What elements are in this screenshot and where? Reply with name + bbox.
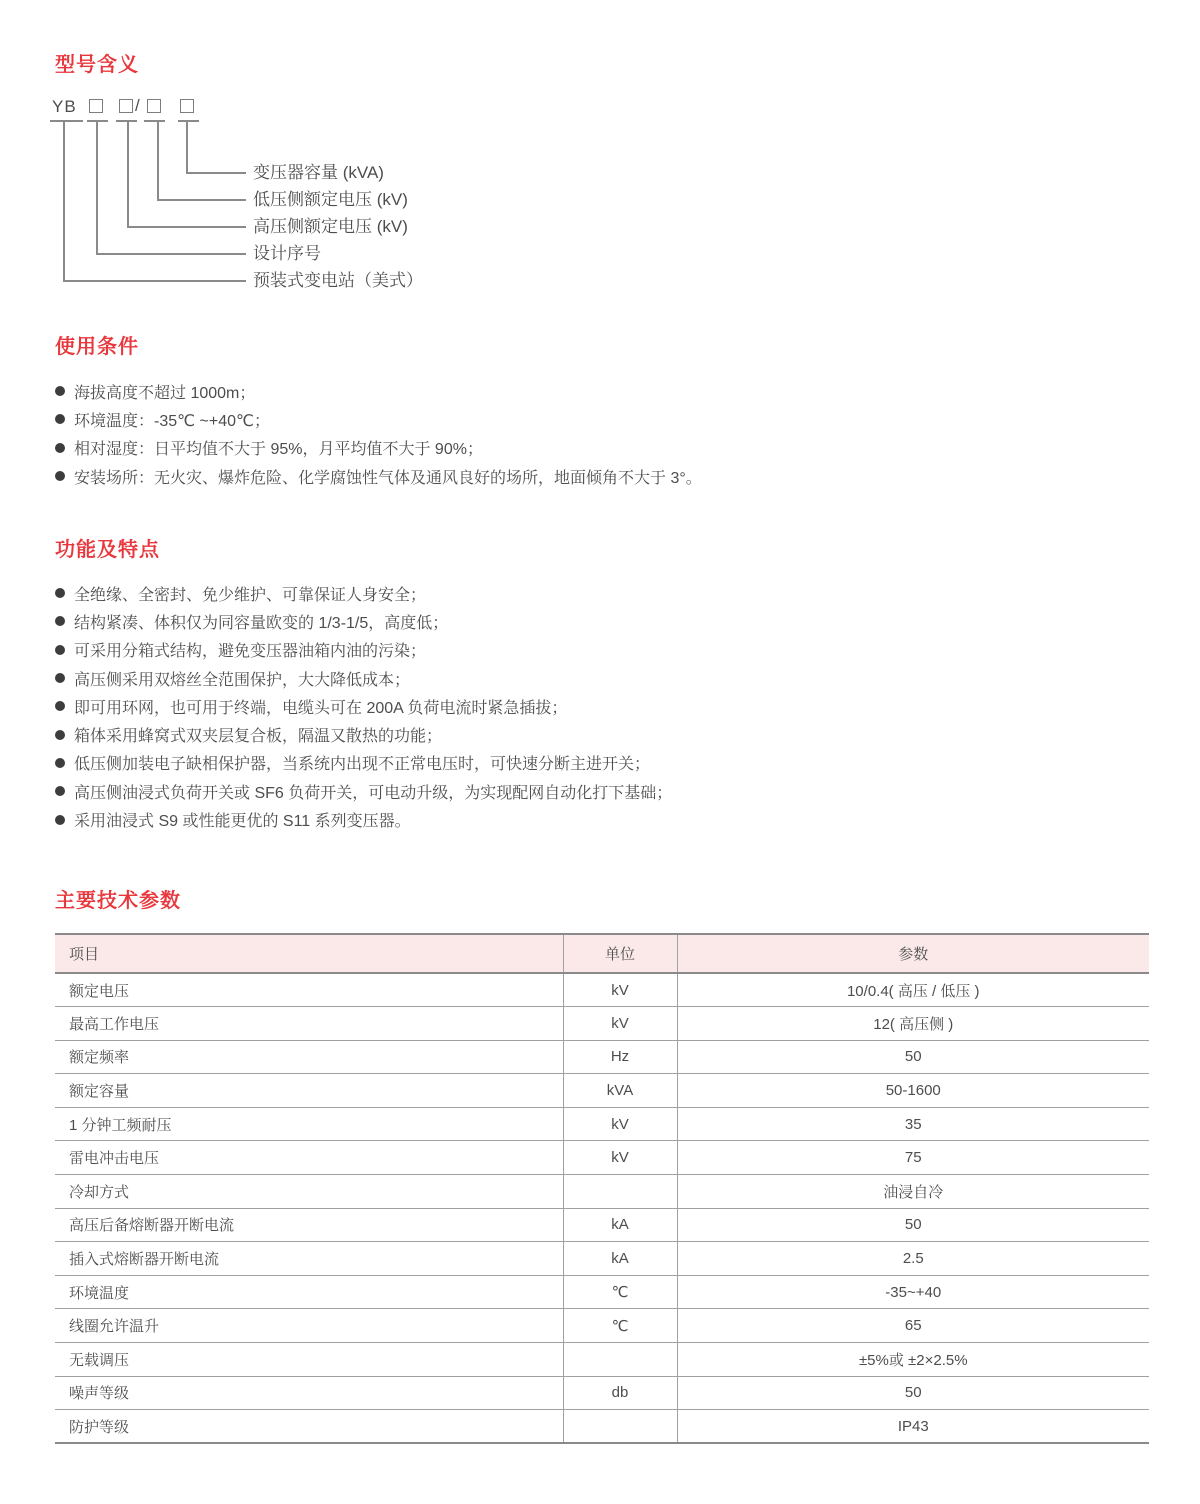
parameters-table-wrapper <box>55 933 1149 1444</box>
cell-value: 35 <box>677 1107 1149 1141</box>
cell-value: 50-1600 <box>677 1074 1149 1108</box>
list-item <box>55 579 672 607</box>
table-row <box>55 1242 1149 1276</box>
table-row <box>55 1410 1149 1444</box>
cell-item: 雷电冲击电压 <box>55 1141 563 1175</box>
model-separator: / <box>135 96 140 115</box>
cell-unit: kVA <box>563 1074 677 1108</box>
bullet-icon <box>55 758 65 768</box>
cell-item: 高压后备熔断器开断电流 <box>55 1208 563 1242</box>
list-item-text: 高压侧采用双熔丝全范围保护，大大降低成本； <box>74 671 411 689</box>
cell-value: IP43 <box>677 1410 1149 1444</box>
bullet-icon <box>55 673 65 683</box>
cell-value: 50 <box>677 1376 1149 1410</box>
cell-item: 冷却方式 <box>55 1175 563 1209</box>
model-box <box>89 99 103 113</box>
cell-unit: kA <box>563 1242 677 1276</box>
table-row <box>55 1007 1149 1041</box>
cell-value: 12( 高压侧 ) <box>677 1007 1149 1041</box>
bullet-icon <box>55 786 65 796</box>
cell-value: 50 <box>677 1040 1149 1074</box>
cell-item: 1 分钟工频耐压 <box>55 1107 563 1141</box>
connector-line <box>144 120 165 122</box>
cell-item: 噪声等级 <box>55 1376 563 1410</box>
cell-unit: kV <box>563 1007 677 1041</box>
cell-item: 防护等级 <box>55 1410 563 1444</box>
connector-line <box>186 172 246 174</box>
list-item <box>55 462 702 490</box>
cell-unit: Hz <box>563 1040 677 1074</box>
cell-unit: ℃ <box>563 1309 677 1343</box>
model-box <box>180 99 194 113</box>
list-item <box>55 377 702 405</box>
bullet-icon <box>55 815 65 825</box>
cell-unit <box>563 1343 677 1377</box>
connector-line <box>157 120 159 201</box>
cell-value: 2.5 <box>677 1242 1149 1276</box>
connector-line <box>186 120 188 174</box>
table-row <box>55 1141 1149 1175</box>
model-box <box>119 99 133 113</box>
table-row <box>55 1074 1149 1108</box>
list-item <box>55 720 672 748</box>
cell-unit: db <box>563 1376 677 1410</box>
cell-value: 65 <box>677 1309 1149 1343</box>
section-heading-features: 功能及特点 <box>55 539 160 561</box>
model-label: 高压侧额定电压 (kV) <box>253 217 408 236</box>
bullet-icon <box>55 645 65 655</box>
table-row <box>55 1107 1149 1141</box>
list-item <box>55 607 672 635</box>
list-item <box>55 664 672 692</box>
section-heading-usage-conditions: 使用条件 <box>55 336 139 358</box>
table-row <box>55 1376 1149 1410</box>
features-list <box>55 579 672 834</box>
list-item <box>55 749 672 777</box>
list-item <box>55 805 672 833</box>
cell-item: 线圈允许温升 <box>55 1309 563 1343</box>
cell-item: 额定电压 <box>55 973 563 1007</box>
list-item-text: 全绝缘、全密封、免少维护、可靠保证人身安全； <box>74 586 427 604</box>
list-item-text: 即可用环网，也可用于终端，电缆头可在 200A 负荷电流时紧急插拔； <box>74 699 568 717</box>
cell-unit <box>563 1410 677 1444</box>
cell-value: 油浸自冷 <box>677 1175 1149 1209</box>
cell-unit: kV <box>563 1141 677 1175</box>
section-heading-parameters: 主要技术参数 <box>55 890 181 912</box>
cell-item: 额定频率 <box>55 1040 563 1074</box>
cell-item: 最高工作电压 <box>55 1007 563 1041</box>
connector-line <box>178 120 199 122</box>
list-item <box>55 636 672 664</box>
list-item-text: 采用油浸式 S9 或性能更优的 S11 系列变压器。 <box>74 813 411 831</box>
bullet-icon <box>55 414 65 424</box>
model-label: 变压器容量 (kVA) <box>253 163 384 182</box>
cell-unit: kV <box>563 973 677 1007</box>
section-heading-model-meaning: 型号含义 <box>55 54 139 76</box>
connector-line <box>127 120 129 228</box>
list-item-text: 高压侧油浸式负荷开关或 SF6 负荷开关，可电动升级，为实现配网自动化打下基础； <box>74 784 673 802</box>
table-row <box>55 1275 1149 1309</box>
table-row <box>55 1175 1149 1209</box>
cell-value: 75 <box>677 1141 1149 1175</box>
column-header-unit: 单位 <box>563 934 677 973</box>
model-label: 预装式变电站（美式） <box>253 271 423 290</box>
column-header-item: 项目 <box>55 934 563 973</box>
parameters-table <box>55 933 1149 1444</box>
bullet-icon <box>55 730 65 740</box>
model-label: 低压侧额定电压 (kV) <box>253 190 408 209</box>
table-header-row <box>55 934 1149 973</box>
list-item-text: 环境温度：-35℃ ~+40℃； <box>74 412 270 430</box>
list-item <box>55 777 672 805</box>
bullet-icon <box>55 443 65 453</box>
table-row <box>55 1309 1149 1343</box>
list-item-text: 低压侧加装电子缺相保护器，当系统内出现不正常电压时，可快速分断主进开关； <box>74 756 651 774</box>
model-box <box>147 99 161 113</box>
connector-line <box>157 199 246 201</box>
model-prefix: YB <box>52 97 77 116</box>
connector-line <box>87 120 108 122</box>
cell-unit: kV <box>563 1107 677 1141</box>
connector-line <box>50 120 83 122</box>
list-item <box>55 405 702 433</box>
list-item-text: 相对湿度：日平均值不大于 95%，月平均值不大于 90%； <box>74 441 483 459</box>
cell-item: 插入式熔断器开断电流 <box>55 1242 563 1276</box>
bullet-icon <box>55 471 65 481</box>
bullet-icon <box>55 616 65 626</box>
cell-unit <box>563 1175 677 1209</box>
cell-value: -35~+40 <box>677 1275 1149 1309</box>
model-label: 设计序号 <box>253 244 321 263</box>
table-row <box>55 973 1149 1007</box>
cell-item: 环境温度 <box>55 1275 563 1309</box>
table-row <box>55 1208 1149 1242</box>
cell-value: ±5%或 ±2×2.5% <box>677 1343 1149 1377</box>
connector-line <box>63 120 65 282</box>
list-item-text: 海拔高度不超过 1000m； <box>74 384 256 402</box>
bullet-icon <box>55 701 65 711</box>
cell-unit: ℃ <box>563 1275 677 1309</box>
list-item-text: 可采用分箱式结构，避免变压器油箱内油的污染； <box>74 643 427 661</box>
list-item-text: 箱体采用蜂窝式双夹层复合板，隔温又散热的功能； <box>74 728 443 746</box>
connector-line <box>63 280 246 282</box>
connector-line <box>96 120 98 255</box>
usage-conditions-list <box>55 377 702 490</box>
cell-value: 50 <box>677 1208 1149 1242</box>
bullet-icon <box>55 588 65 598</box>
list-item <box>55 434 702 462</box>
list-item-text: 结构紧凑、体积仅为同容量欧变的 1/3-1/5，高度低； <box>74 614 449 632</box>
cell-item: 无载调压 <box>55 1343 563 1377</box>
connector-line <box>96 253 246 255</box>
list-item <box>55 692 672 720</box>
model-designation-diagram <box>50 95 750 305</box>
column-header-value: 参数 <box>677 934 1149 973</box>
table-row <box>55 1343 1149 1377</box>
cell-item: 额定容量 <box>55 1074 563 1108</box>
connector-line <box>127 226 246 228</box>
cell-unit: kA <box>563 1208 677 1242</box>
bullet-icon <box>55 386 65 396</box>
cell-value: 10/0.4( 高压 / 低压 ) <box>677 973 1149 1007</box>
list-item-text: 安装场所：无火灾、爆炸危险、化学腐蚀性气体及通风良好的场所，地面倾角不大于 3°。 <box>74 469 702 487</box>
table-row <box>55 1040 1149 1074</box>
